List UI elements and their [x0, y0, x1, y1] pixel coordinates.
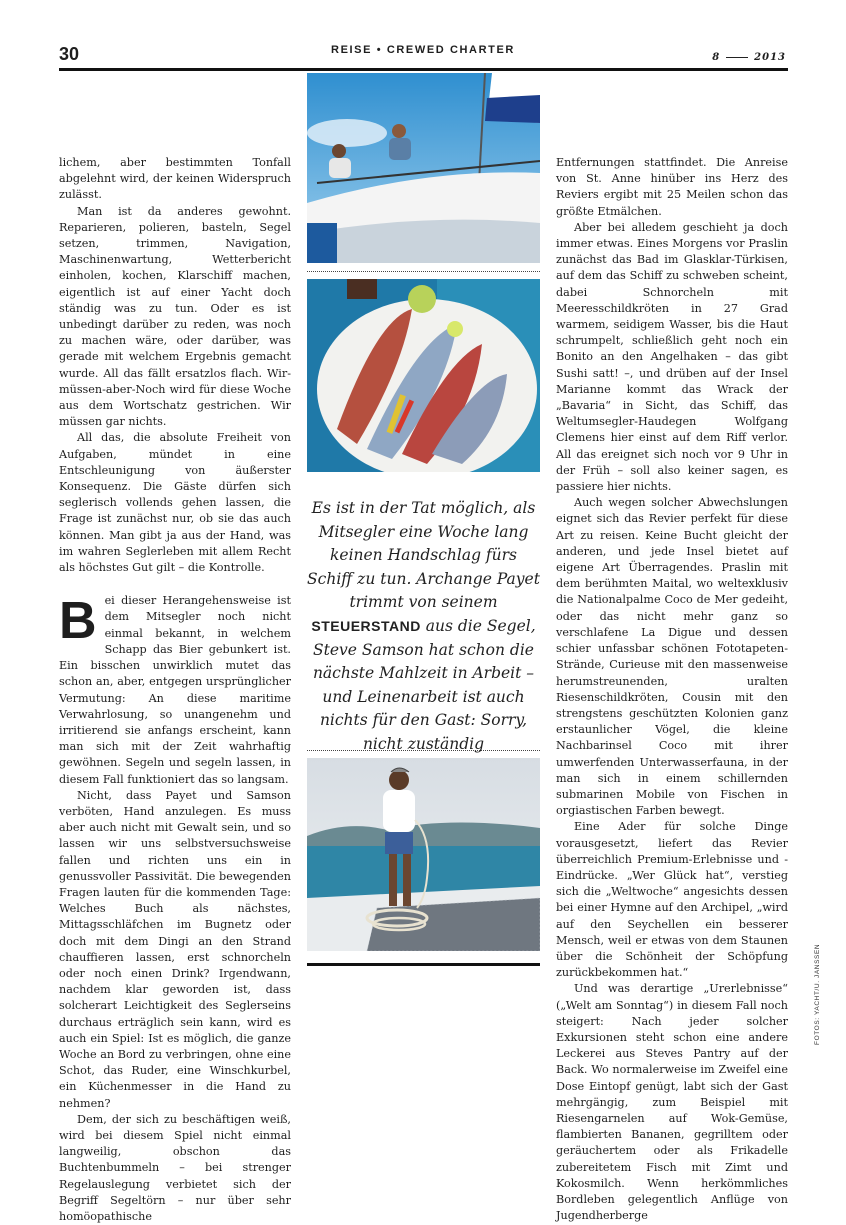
paragraph-text: ei dieser Herangehensweise ist dem Mitsegler noch nicht einmal bekannt, in welchem Schapp das Bier gebunkert ist. Ein bisschen unwirklich mutet das schon an, aber, entgegen ursprünglicher Vermutung: An diese maritime Verwahrlosung, so unangenehm und irritierend sie anfangs erscheint, kann man sich mit der Zeit wahrhaftig gewöhnen. Segeln und segeln lassen, in diesem Fall funktioniert das so langsam. [59, 594, 291, 786]
dropcap-paragraph [59, 593, 291, 787]
paragraph: Auch wegen solcher Abwechslungen eignet sich das Revier perfekt für diese Art zu reisen. Keine Bucht gleicht der anderen, und jede Insel bietet auf eigene Art Überragendes. Praslin mit dem berühmten Maital, wo weltexklusiv die Nationalpalme Coco de Mer gedeiht, oder das nicht mehr ganz so verschlafene La Digue und dessen schier unfassbar schönen Fototapeten-Strände, Curieuse mit den massenweise herumstreunenden, uralten Riesenschildkröten, Cousin mit den strengstens geschützten Kolonien ganz erstaunlicher Vögel, die kleine Nachbarinsel Coco mit ihrer umwerfenden Unterwasserfauna, in der man sich in einem schillernden submarinen Mobile von Fischen in orgiastischen Farben bewegt. [556, 496, 788, 818]
paragraph: Entfernungen stattfindet. Die Anreise von St. Anne hinüber ins Herz des Reviers ergibt mit 25 Meilen schon das größte Etmälchen. [556, 156, 788, 218]
right-column [556, 155, 788, 1224]
section-gap [59, 576, 291, 593]
paragraph: All das, die absolute Freiheit von Aufgaben, mündet in eine Entschleunigung von äußerster Konsequenz. Die Gäste dürfen sich seglerisch vollends gehen lassen, die Frage ist zunächst nur, ob sie das auch können. Man gibt ja aus der Hand, was im wahren Seglerleben mit allem Recht als höchstes Gut gilt – die Kontrolle. [59, 431, 291, 575]
issue-info [712, 52, 786, 63]
crew-coiling-line-photo [307, 758, 540, 951]
divider-dotted [307, 271, 540, 272]
photo-caption [307, 497, 540, 757]
paragraph: lichem, aber bestimmten Tonfall abgelehnt wird, der keinen Widerspruch zulässt. [59, 156, 291, 202]
fish-platter-photo [307, 279, 540, 472]
left-column [59, 155, 291, 1225]
issue-number: 8 [712, 52, 721, 63]
paragraph: Eine Ader für solche Dinge vorausgesetzt, liefert das Revier überreichlich Premium-Erlebnisse und -Eindrücke. „Wer Glück hat“, verstieg sich die „Weltwoche“ angesichts dessen bei einer Hymne auf den Archipel, „wird auf den Seychellen ein besserer Mensch, weil er etwas von dem Staunen über die Schönheit der Schöpfung zurückbekommen hat.“ [556, 820, 788, 980]
divider-dotted [307, 750, 540, 751]
caption-text-end: aus die Segel, Steve Samson hat schon die nächste Mahlzeit in Arbeit – und Leinenarbeit ist auch nichts für den Gast: Sorry, nicht zuständig [312, 616, 536, 753]
page-number: 30 [59, 44, 80, 64]
photo-bottom-rule [307, 963, 540, 966]
dropcap: B [59, 592, 97, 651]
photo-credit: FOTOS: YACHT/U. JANSSEN [814, 943, 821, 1045]
caption-text-start: Es ist in der Tat möglich, als Mitsegler eine Woche lang keinen Handschlag fürs Schiff zu tun. Archange Payet trimmt von seinem [307, 499, 540, 612]
paragraph: Aber bei alledem geschieht ja doch immer etwas. Eines Morgens vor Praslin zunächst das Bad im Glasklar-Türkisen, auf dem das Schiff zu schweben scheint, dabei Schnorcheln mit Meeresschildkröten in 27 Grad warmem, seidigem Wasser, bis die Haut schrumpelt, schließlich geht noch ein Bonito an den Angelhaken – das gibt Sushi satt! –, und drüben auf der Insel Marianne kommt das Wrack der „Bavaria“ in Sicht, das Schiff, das Weltumsegler-Haudegen Wolfgang Clemens hier einst auf dem Riff verlor. All das ereignet sich noch vor 9 Uhr in der Früh – soll also keiner sagen, es passiere hier nichts. [556, 220, 788, 494]
crew-trimming-sails-photo [307, 73, 540, 263]
caption-highlight: STEUERSTAND [311, 617, 421, 634]
paragraph: Nicht, dass Payet und Samson verböten, Hand anzulegen. Es muss aber auch nicht mit Gewalt sein, und so lassen wir uns selbstversuchsweise fallen und richten uns ein in genussvoller Passivität. Die bewegenden Fragen lauten für die kommenden Tage: Welches Buch als nächstes, Mittagsschläfchen im Bugnetz oder doch mit dem Dingi an den Strand chauffieren lassen, erst schnorcheln oder noch einen Drink? Irgendwann, nachdem klar geworden ist, dass solcherart Leichtigkeit des Seglerseins durchaus erträglich sein kann, wird es auch ein Spiel: Ist es möglich, die ganze Woche an Bord zu verbringen, ohne eine Schot, das Ruder, eine Winschkurbel, ein Küchenmesser in die Hand zu nehmen? [59, 788, 291, 1110]
paragraph: Und was derartige „Urerlebnisse“ („Welt am Sonntag“) in diesem Fall noch steigert: Nach jeder solcher Exkursionen steht schon eine andere Leckerei aus Steves Pantry auf der Back. Wo normalerweise im Zweifel eine Dose Eintopf genügt, labt sich der Gast mehrgängig, zum Beispiel mit Riesengarnelen auf Wok-Gemüse, flambierten Bananen, gegrilltem oder geräuchertem oder als Frikadelle zubereitetem Fisch mit Zimt und Kokosmilch. Wenn herkömmliches Bordleben gelegentlich Anflüge von Jugendherberge [556, 982, 788, 1223]
issue-year: 2013 [754, 52, 786, 63]
paragraph: Man ist da anderes gewohnt. Reparieren, polieren, basteln, Segel setzen, trimmen, Navigation, Maschinenwartung, Wetterbericht einholen, kochen, Klarschiff machen, eigentlich ist auf einer Yacht doch ständig was zu tun. Oder es ist unbedingt darüber zu reden, was noch zu machen wäre, oder darüber, was gerade mit welchem Ergebnis gemacht wurde. All das fällt ersatzlos flach. Wir-müssen-aber-Noch wird für diese Woche aus dem Wortschatz gestrichen. Wir müssen gar nichts. [59, 204, 291, 429]
section-title: REISE • CREWED CHARTER [331, 44, 515, 56]
paragraph: Dem, der sich zu beschäftigen weiß, wird bei diesem Spiel nicht einmal langweilig, obschon das Buchtenbummeln – bei strenger Regelauslegung verbietet sich der Begriff Segeltörn – nur über sehr homöopathische [59, 1112, 291, 1223]
issue-dash [726, 57, 748, 58]
header-rule [59, 68, 788, 71]
